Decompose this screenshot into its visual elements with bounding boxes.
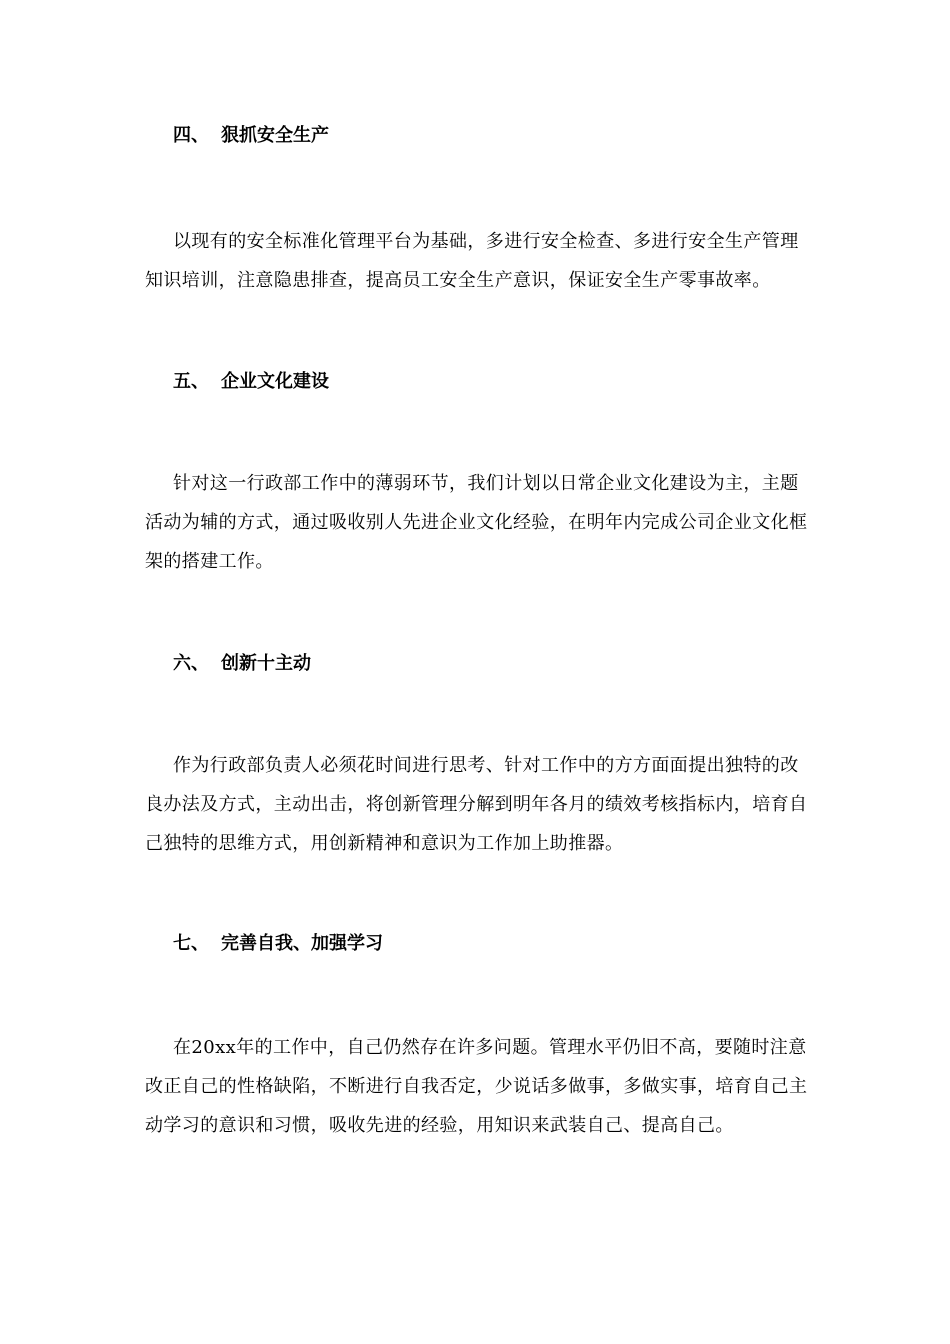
section-heading-7 <box>173 932 383 956</box>
section-number: 七、 <box>173 933 209 954</box>
section-number: 五、 <box>173 371 209 392</box>
section-heading-4 <box>173 124 329 148</box>
section-number: 六、 <box>173 653 209 674</box>
section-paragraph-5: 针对这一行政部工作中的薄弱环节，我们计划以日常企业文化建设为主，主题活动为辅的方式，通过吸收别人先进企业文化经验，在明年内完成公司企业文化框架的搭建工作。 <box>145 473 808 572</box>
section-number: 四、 <box>173 125 209 146</box>
section-title: 狠抓安全生产 <box>221 125 329 146</box>
section-paragraph-4: 以现有的安全标准化管理平台为基础，多进行安全检查、多进行安全生产管理知识培训，注意隐患排查，提高员工安全生产意识，保证安全生产零事故率。 <box>145 231 799 291</box>
section-title: 企业文化建设 <box>221 371 329 392</box>
section-paragraph-6: 作为行政部负责人必须花时间进行思考、针对工作中的方方面面提出独特的改良办法及方式，主动出击，将创新管理分解到明年各月的绩效考核指标内，培育自己独特的思维方式，用创新精神和意识为工作加上助推器。 <box>145 755 808 854</box>
section-heading-6 <box>173 652 311 676</box>
section-paragraph-7: 在20xx年的工作中，自己仍然存在许多问题。管理水平仍旧不高，要随时注意改正自己的性格缺陷，不断进行自我否定，少说话多做事，多做实事，培育自己主动学习的意识和习惯，吸收先进的经验，用知识来武装自己、提高自己。 <box>145 1037 808 1136</box>
section-title: 创新十主动 <box>221 653 311 674</box>
section-title: 完善自我、加强学习 <box>221 933 383 954</box>
section-heading-5 <box>173 370 329 394</box>
